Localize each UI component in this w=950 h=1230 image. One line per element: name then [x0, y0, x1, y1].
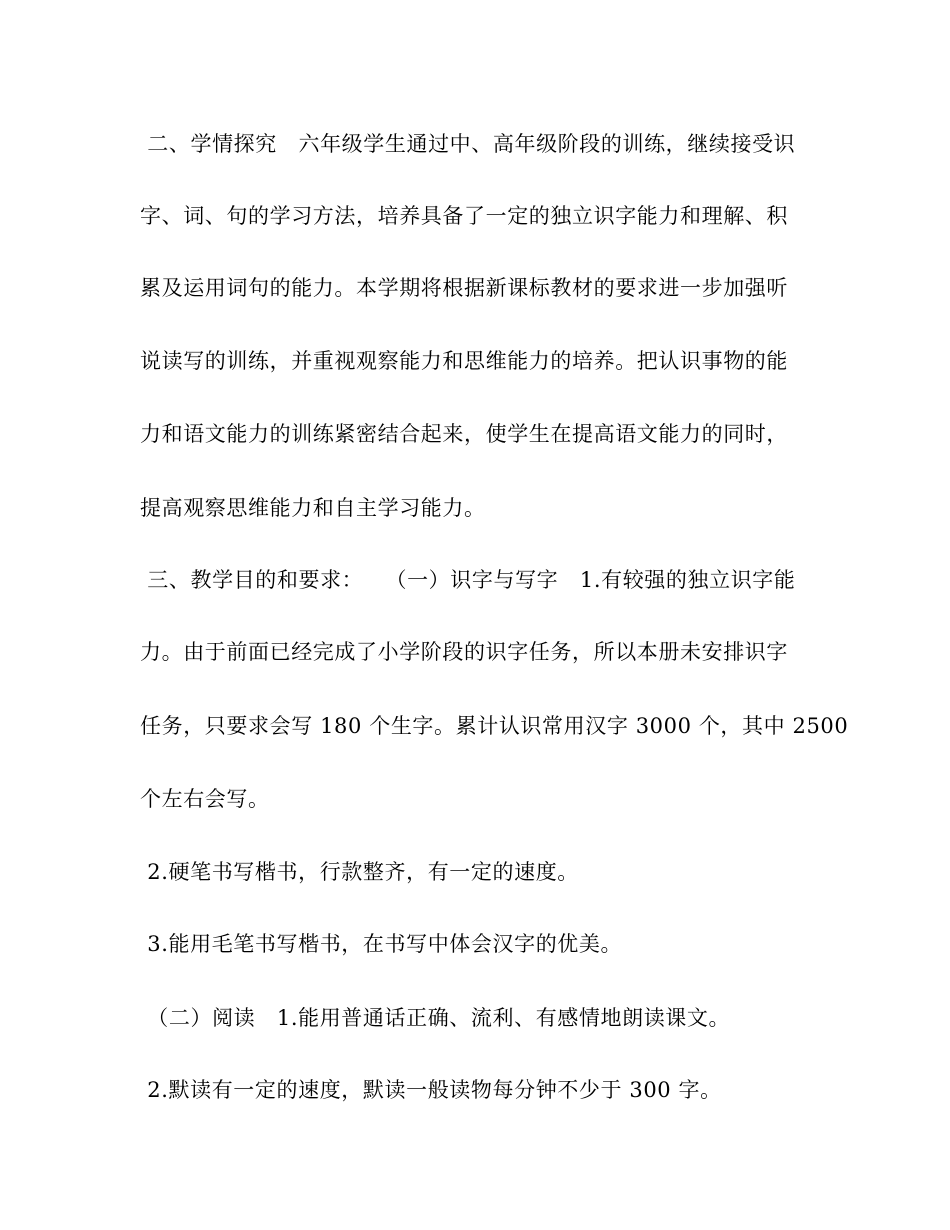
text-line-13: （二）阅读 1.能用普通话正确、流利、有感情地朗读课文。	[140, 1006, 731, 1030]
text-line-12: 3.能用毛笔书写楷书，在书写中体会汉字的优美。	[140, 932, 623, 956]
text-line-5: 力和语文能力的训练紧密结合起来，使学生在提高语文能力的同时，	[140, 422, 788, 446]
text-line-14: 2.默读有一定的速度，默读一般读物每分钟不少于 300 字。	[140, 1078, 722, 1102]
text-line-4: 说读写的训练，并重视观察能力和思维能力的培养。把认识事物的能	[140, 349, 788, 373]
text-line-6: 提高观察思维能力和自主学习能力。	[140, 496, 486, 520]
text-line-11: 2.硬笔书写楷书，行款整齐，有一定的速度。	[140, 860, 579, 884]
text-line-9: 任务，只要求会写 180 个生字。累计认识常用汉字 3000 个，其中 2500	[140, 714, 849, 738]
text-line-2: 字、词、句的学习方法，培养具备了一定的独立识字能力和理解、积	[140, 204, 788, 228]
text-line-8: 力。由于前面已经完成了小学阶段的识字任务，所以本册未安排识字	[140, 640, 788, 664]
text-line-1: 二、学情探究 六年级学生通过中、高年级阶段的训练，继续接受识	[140, 132, 796, 156]
text-line-3: 累及运用词句的能力。本学期将根据新课标教材的要求进一步加强听	[140, 276, 788, 300]
text-line-10: 个左右会写。	[140, 787, 270, 811]
text-line-7: 三、教学目的和要求： （一）识字与写字 1.有较强的独立识字能	[140, 568, 796, 592]
